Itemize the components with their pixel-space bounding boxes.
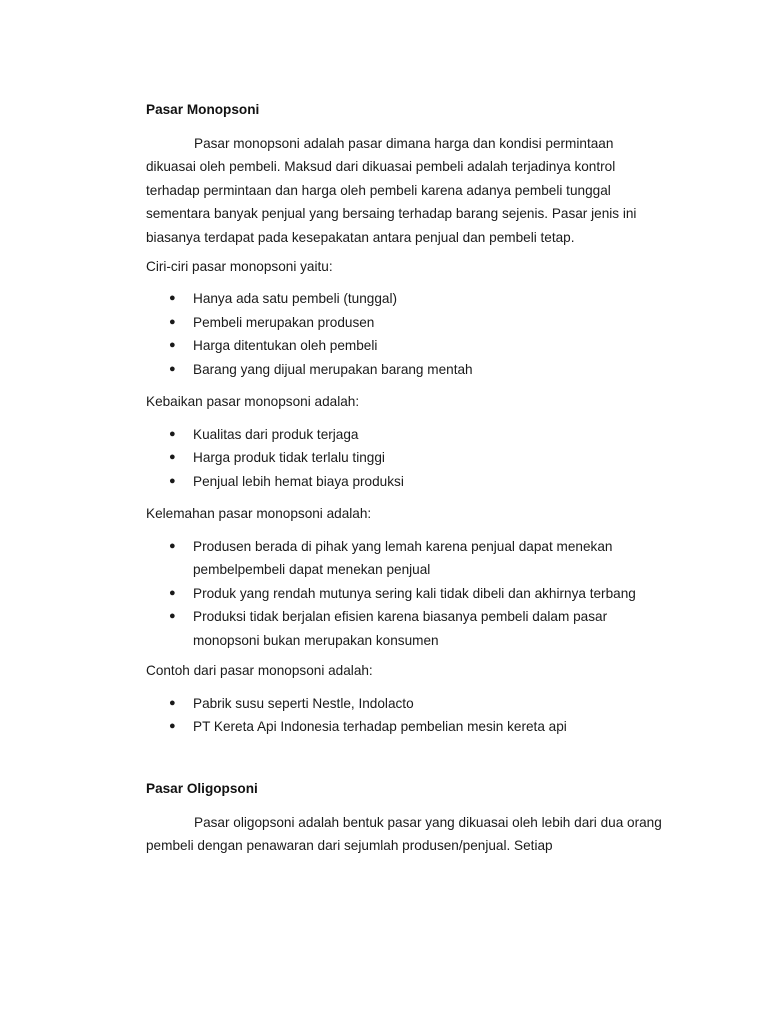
bullet-icon: ● bbox=[169, 292, 176, 305]
list-item-text: Kualitas dari produk terjaga bbox=[193, 426, 359, 442]
list-item-text: Pabrik susu seperti Nestle, Indolacto bbox=[193, 695, 414, 711]
bullet-icon: ● bbox=[169, 696, 176, 709]
kebaikan-label: Kebaikan pasar monopsoni adalah: bbox=[146, 394, 360, 410]
list-item-text: PT Kereta Api Indonesia terhadap pembelian mesin kereta api bbox=[193, 719, 567, 735]
list-item-text: Produksi tidak berjalan efisien karena biasanya pembeli dalam pasar monopsoni bukan merupakan konsumen bbox=[193, 609, 608, 648]
list-item bbox=[146, 692, 666, 716]
bullet-icon: ● bbox=[169, 610, 176, 623]
contoh-label: Contoh dari pasar monopsoni adalah: bbox=[146, 663, 373, 679]
list-item bbox=[146, 715, 666, 739]
list-item bbox=[146, 358, 666, 382]
ciri-list bbox=[146, 287, 666, 381]
bullet-icon: ● bbox=[169, 539, 176, 552]
list-item bbox=[146, 535, 666, 582]
bullet-icon: ● bbox=[169, 451, 176, 464]
list-item-text: Pembeli merupakan produsen bbox=[193, 314, 375, 330]
kelemahan-list bbox=[146, 535, 666, 653]
bullet-icon: ● bbox=[169, 474, 176, 487]
contoh-list bbox=[146, 692, 666, 739]
bullet-icon: ● bbox=[169, 315, 176, 328]
list-item bbox=[146, 470, 666, 494]
list-item bbox=[146, 605, 666, 652]
list-item-text: Penjual lebih hemat biaya produksi bbox=[193, 473, 404, 489]
list-item bbox=[146, 423, 666, 447]
document-page bbox=[146, 100, 666, 857]
list-item-text: Harga produk tidak terlalu tinggi bbox=[193, 450, 385, 466]
bullet-icon: ● bbox=[169, 586, 176, 599]
list-item bbox=[146, 334, 666, 358]
section-heading-oligopsoni: Pasar Oligopsoni bbox=[146, 780, 258, 796]
list-item bbox=[146, 287, 666, 311]
kebaikan-list bbox=[146, 423, 666, 494]
bullet-icon: ● bbox=[169, 339, 176, 352]
kelemahan-label: Kelemahan pasar monopsoni adalah: bbox=[146, 506, 372, 522]
ciri-label: Ciri-ciri pasar monopsoni yaitu: bbox=[146, 259, 333, 275]
list-item-text: Produsen berada di pihak yang lemah karena penjual dapat menekan pembelpembeli dapat menekan penjual bbox=[193, 538, 613, 578]
section-heading-monopsoni: Pasar Monopsoni bbox=[146, 102, 260, 117]
list-item-text: Hanya ada satu pembeli (tunggal) bbox=[193, 291, 398, 307]
bullet-icon: ● bbox=[169, 362, 176, 375]
list-item-text: Harga ditentukan oleh pembeli bbox=[193, 338, 378, 354]
list-item-text: Barang yang dijual merupakan barang mentah bbox=[193, 361, 473, 377]
list-item bbox=[146, 311, 666, 335]
list-item bbox=[146, 446, 666, 470]
bullet-icon: ● bbox=[169, 720, 176, 733]
list-item bbox=[146, 582, 666, 606]
intro-paragraph-monopsoni: Pasar monopsoni adalah pasar dimana harga dan kondisi permintaan dikuasai oleh pembeli. Maksud dari dikuasai pembeli adalah terjadinya kontrol terhadap permintaan dan harga oleh pembeli karena adanya pembeli tunggal sementara banyak penjual yang bersaing terhadap barang sejenis. Pasar jenis ini biasanya terdapat pada kesepakatan antara penjual dan pembeli tetap. bbox=[146, 136, 637, 245]
list-item-text: Produk yang rendah mutunya sering kali tidak dibeli dan akhirnya terbang bbox=[193, 585, 636, 601]
intro-paragraph-oligopsoni: Pasar oligopsoni adalah bentuk pasar yang dikuasai oleh lebih dari dua orang pembeli dengan penawaran dari sejumlah produsen/penjual. Setiap bbox=[146, 814, 662, 854]
bullet-icon: ● bbox=[169, 427, 176, 440]
